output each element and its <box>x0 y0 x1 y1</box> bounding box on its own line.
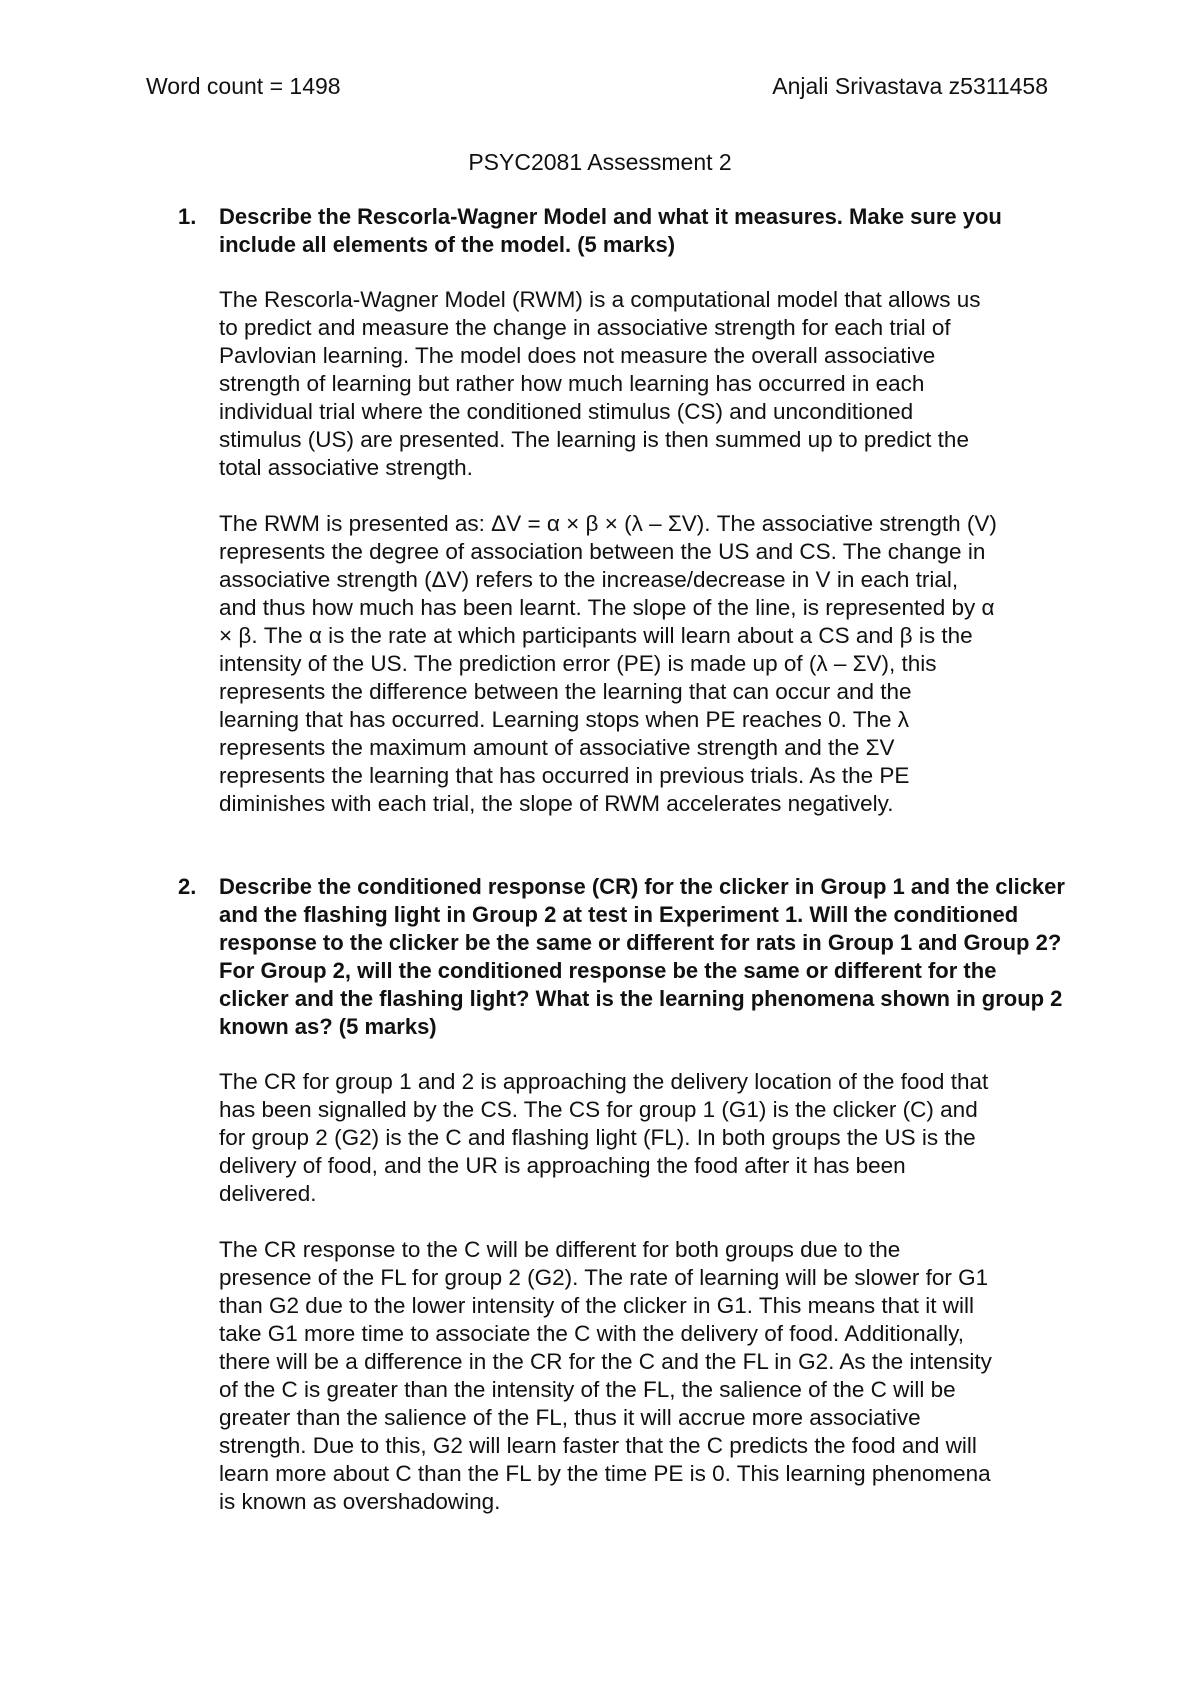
question-number: 2. <box>178 874 197 899</box>
answer-paragraph: The Rescorla-Wagner Model (RWM) is a computational model that allows us to predict and measure the change in associative strength for each trial of Pavlovian learning. The model does not measure the overall associative strength of learning but rather how much learning has occurred in each individual trial where the conditioned stimulus (CS) and unconditioned stimulus (US) are presented. The learning is then summed up to predict the total associative strength. <box>219 287 981 480</box>
answer-paragraph: The CR response to the C will be different for both groups due to the presence of the FL for group 2 (G2). The rate of learning will be slower for G1 than G2 due to the lower intensity of the clicker in G1. This means that it will take G1 more time to associate the C with the delivery of food. Additionally, there will be a difference in the CR for the C and the FL in G2. As the intensity of the C is greater than the intensity of the FL, the salience of the C will be greater than the salience of the FL, thus it will accrue more associative strength. Due to this, G2 will learn faster that the C predicts the food and will learn more about C than the FL by the time PE is 0. This learning phenomena is known as overshadowing. <box>219 1237 992 1514</box>
answer-paragraph: The RWM is presented as: ΔV = α × β × (λ – ΣV). The associative strength (V) represents the degree of association between the US and CS. The change in associative strength (ΔV) refers to the increase/decrease in V in each trial, and thus how much has been learnt. The slope of the line, is represented by α × β. The α is the rate at which participants will learn about a CS and β is the intensity of the US. The prediction error (PE) is made up of (λ – ΣV), this represents the difference between the learning that can occur and the learning that has occurred. Learning stops when PE reaches 0. The λ represents the maximum amount of associative strength and the ΣV represents the learning that has occurred in previous trials. As the PE diminishes with each trial, the slope of RWM accelerates negatively. <box>219 511 997 816</box>
answer-paragraph: The CR for group 1 and 2 is approaching the delivery location of the food that has been signalled by the CS. The CS for group 1 (G1) is the clicker (C) and for group 2 (G2) is the C and flashing light (FL). In both groups the US is the delivery of food, and the UR is approaching the food after it has been delivered. <box>219 1069 989 1206</box>
question-number: 1. <box>178 204 197 229</box>
document-title: PSYC2081 Assessment 2 <box>468 149 732 175</box>
question-prompt: Describe the conditioned response (CR) for the clicker in Group 1 and the clicker and the flashing light in Group 2 at test in Experiment 1. Will the conditioned response to the clicker be the same or different for rats in Group 1 and Group 2? For Group 2, will the conditioned response be the same or different for the clicker and the flashing light? What is the learning phenomena shown in group 2 known as? (5 marks) <box>219 874 1065 1039</box>
word-count: Word count = 1498 <box>146 73 341 99</box>
author-name: Anjali Srivastava z5311458 <box>772 73 1048 99</box>
question-prompt: Describe the Rescorla-Wagner Model and what it measures. Make sure you include all elements of the model. (5 marks) <box>219 204 1002 257</box>
